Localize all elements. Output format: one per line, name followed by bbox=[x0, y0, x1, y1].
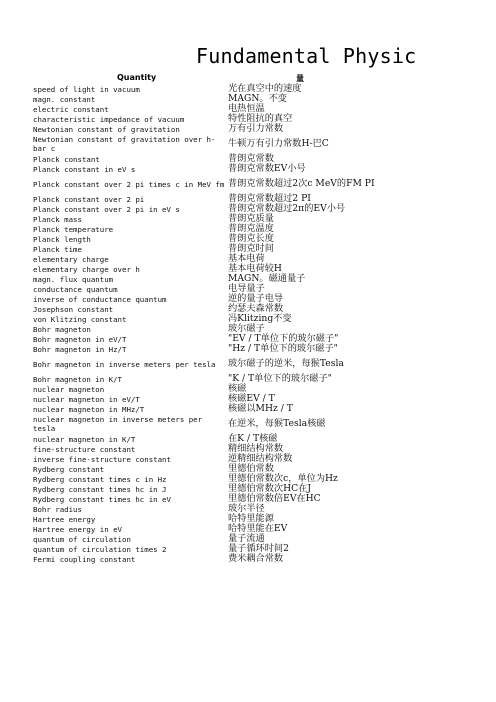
quantity-translation: 光在真空中的速度 bbox=[228, 83, 302, 94]
quantity-translation: 普朗克常数超过2 PI bbox=[228, 193, 311, 204]
quantity-name: Bohr magneton in eV/T bbox=[33, 334, 127, 344]
quantity-translation: 在逆米，每猴Tesla核磁 bbox=[228, 418, 326, 429]
quantity-name: inverse fine-structure constant bbox=[33, 454, 171, 464]
quantity-name: Fermi coupling constant bbox=[33, 554, 136, 564]
quantity-name: quantum of circulation times 2 bbox=[33, 544, 167, 554]
quantity-translation: 基本电荷 bbox=[228, 253, 265, 264]
quantity-translation: 玻尔磁子 bbox=[228, 323, 265, 334]
quantity-translation: 牛顿万有引力常数H-巴C bbox=[228, 138, 329, 149]
quantity-translation: 玻尔磁子的逆米，每猴Tesla bbox=[228, 358, 344, 369]
quantity-name: Planck constant bbox=[33, 154, 100, 164]
quantity-name: inverse of conductance quantum bbox=[33, 294, 167, 304]
quantity-translation: 核磁 bbox=[228, 383, 247, 394]
quantity-translation: 普朗克常数 bbox=[228, 153, 274, 164]
quantity-name: magn. flux quantum bbox=[33, 274, 114, 284]
quantity-translation: 量子循环时间2 bbox=[228, 543, 289, 554]
table-row bbox=[33, 404, 463, 414]
quantity-translation: 普朗克长度 bbox=[228, 233, 274, 244]
quantity-name: quantum of circulation bbox=[33, 534, 131, 544]
table-row bbox=[33, 354, 463, 374]
quantity-name: Planck mass bbox=[33, 214, 82, 224]
quantity-name: Newtonian constant of gravitation over h-bar c bbox=[33, 135, 216, 153]
quantity-name: conductance quantum bbox=[33, 284, 118, 294]
quantity-translation: 里德伯常数次HC在J bbox=[228, 483, 312, 494]
quantity-name: Planck temperature bbox=[33, 224, 114, 234]
quantity-name: magn. constant bbox=[33, 94, 96, 104]
table-row bbox=[33, 554, 463, 564]
quantity-name: nuclear magneton in K/T bbox=[33, 434, 136, 444]
quantity-name: Planck constant over 2 pi bbox=[33, 194, 145, 204]
quantity-translation: 里德伯常数 bbox=[228, 463, 274, 474]
quantity-name: Planck length bbox=[33, 234, 91, 244]
quantity-name: Hartree energy in eV bbox=[33, 524, 122, 534]
constants-table bbox=[33, 84, 463, 564]
table-row bbox=[33, 134, 463, 154]
quantity-name: Planck constant over 2 pi times c in MeV fm bbox=[33, 179, 225, 189]
page-title: Fundamental Physic bbox=[196, 44, 417, 68]
quantity-name: Planck constant in eV s bbox=[33, 164, 136, 174]
quantity-name: characteristic impedance of vacuum bbox=[33, 114, 185, 124]
quantity-name: von Klitzing constant bbox=[33, 314, 127, 324]
quantity-name: Bohr magneton bbox=[33, 324, 91, 334]
quantity-name: nuclear magneton in inverse meters per tesla bbox=[33, 415, 203, 433]
quantity-name: nuclear magneton bbox=[33, 384, 105, 394]
quantity-translation: 逆精细结构常数 bbox=[228, 453, 293, 464]
quantity-translation: 冯Klitzing不变 bbox=[228, 313, 292, 324]
quantity-translation: 万有引力常数 bbox=[228, 123, 284, 134]
quantity-translation: 普朗克常数EV小号 bbox=[228, 163, 306, 174]
quantity-translation: 电热恒温 bbox=[228, 103, 265, 114]
quantity-translation: 核磁以MHz / T bbox=[228, 403, 293, 414]
quantity-translation: 量子流通 bbox=[228, 533, 265, 544]
quantity-translation: "Hz / T单位下的玻尔磁子" bbox=[228, 343, 338, 354]
table-row bbox=[33, 164, 463, 174]
quantity-translation: 普朗克时间 bbox=[228, 243, 274, 254]
quantity-name: Rydberg constant times hc in eV bbox=[33, 494, 171, 504]
table-row bbox=[33, 344, 463, 354]
quantity-column-header: Quantity bbox=[117, 73, 157, 82]
quantity-name: Rydberg constant bbox=[33, 464, 105, 474]
quantity-name: speed of light in vacuum bbox=[33, 84, 140, 94]
quantity-translation: MAGN。磁通量子 bbox=[228, 273, 306, 284]
quantity-name: Planck constant over 2 pi in eV s bbox=[33, 204, 180, 214]
quantity-translation: 哈特里能源 bbox=[228, 513, 274, 524]
table-row bbox=[33, 374, 463, 384]
quantity-translation: 特性阻抗的真空 bbox=[228, 113, 293, 124]
quantity-name: Planck time bbox=[33, 244, 82, 254]
quantity-translation: MAGN。不变 bbox=[228, 93, 287, 104]
quantity-name: Rydberg constant times hc in J bbox=[33, 484, 167, 494]
table-row bbox=[33, 414, 463, 434]
quantity-translation: 哈特里能在EV bbox=[228, 523, 288, 534]
quantity-name: Hartree energy bbox=[33, 514, 96, 524]
quantity-translation: 普朗克质量 bbox=[228, 213, 274, 224]
quantity-translation: 在K / T核磁 bbox=[228, 433, 278, 444]
translation-column-header: 量 bbox=[296, 74, 304, 83]
quantity-translation: 逆的量子电导 bbox=[228, 293, 284, 304]
quantity-translation: 里德伯常数次c，单位为Hz bbox=[228, 473, 338, 484]
quantity-name: Bohr magneton in K/T bbox=[33, 374, 122, 384]
table-row bbox=[33, 174, 463, 194]
quantity-translation: 玻尔半径 bbox=[228, 503, 265, 514]
quantity-translation: 电导量子 bbox=[228, 283, 265, 294]
quantity-translation: "EV / T单位下的玻尔磁子" bbox=[228, 333, 339, 344]
quantity-translation: 费米耦合常数 bbox=[228, 553, 284, 564]
quantity-translation: 普朗克温度 bbox=[228, 223, 274, 234]
quantity-translation: 里德伯常数倍EV在HC bbox=[228, 493, 321, 504]
quantity-translation: 核磁EV / T bbox=[228, 393, 275, 404]
quantity-translation: 普朗克常数超过2次c MeV的FM PI bbox=[228, 178, 375, 189]
quantity-translation: 基本电荷较H bbox=[228, 263, 282, 274]
quantity-name: fine-structure constant bbox=[33, 444, 136, 454]
quantity-name: elementary charge bbox=[33, 254, 109, 264]
quantity-name: electric constant bbox=[33, 104, 109, 114]
quantity-translation: 约瑟夫森常数 bbox=[228, 303, 284, 314]
quantity-translation: "K / T单位下的玻尔磁子" bbox=[228, 373, 332, 384]
quantity-translation: 普朗克常数超过2π的EV小号 bbox=[228, 203, 346, 214]
quantity-name: Bohr magneton in inverse meters per tesla bbox=[33, 359, 216, 369]
quantity-name: nuclear magneton in MHz/T bbox=[33, 404, 145, 414]
quantity-name: Josephson constant bbox=[33, 304, 114, 314]
quantity-name: Newtonian constant of gravitation bbox=[33, 124, 180, 134]
quantity-name: elementary charge over h bbox=[33, 264, 140, 274]
quantity-translation: 精细结构常数 bbox=[228, 443, 284, 454]
quantity-name: Rydberg constant times c in Hz bbox=[33, 474, 167, 484]
quantity-name: nuclear magneton in eV/T bbox=[33, 394, 140, 404]
quantity-name: Bohr magneton in Hz/T bbox=[33, 344, 127, 354]
table-row bbox=[33, 124, 463, 134]
quantity-name: Bohr radius bbox=[33, 504, 82, 514]
